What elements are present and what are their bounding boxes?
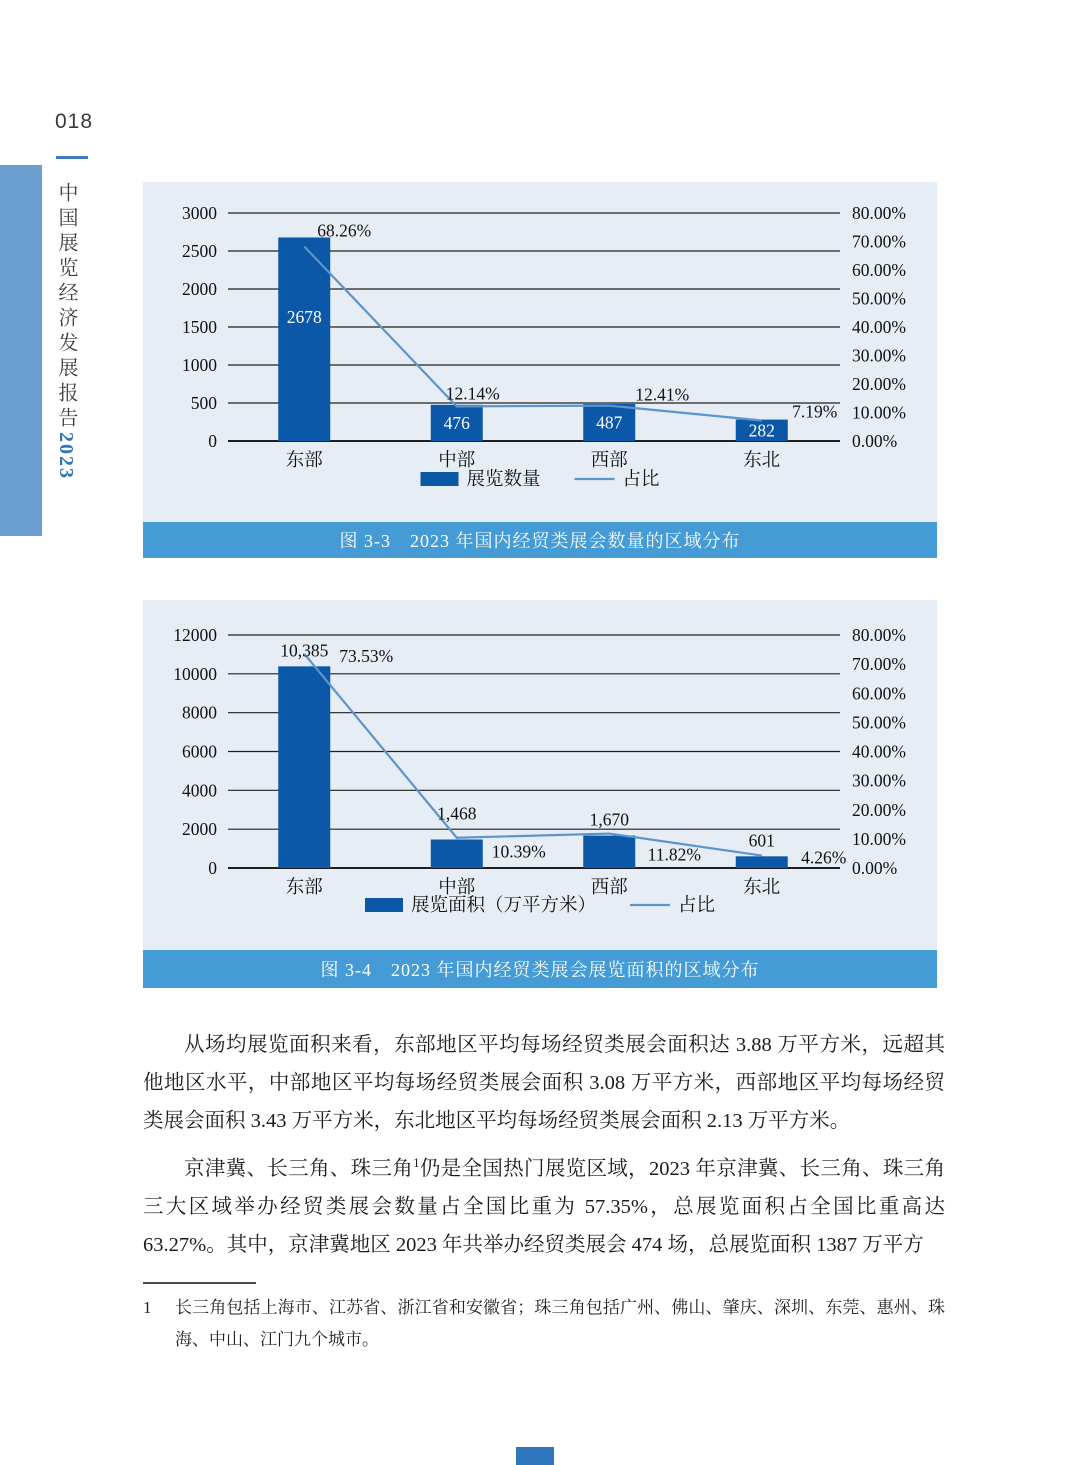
figure-3-4-caption: 图 3-4 2023 年国内经贸类展会展览面积的区域分布 <box>143 950 937 988</box>
side-vertical-title <box>52 182 81 542</box>
footnote-rule <box>143 1282 256 1284</box>
bar-东部 <box>278 237 330 441</box>
exhibition-area-chart <box>143 600 937 950</box>
share-value-label: 68.26% <box>317 220 372 241</box>
legend-bar-label: 展览面积（万平方米） <box>411 896 597 916</box>
left-axis-tick-label: 3000 <box>182 203 217 223</box>
left-axis-tick-label: 12000 <box>173 625 217 645</box>
share-line <box>304 246 762 420</box>
figure-3-3-chart-panel <box>143 182 937 522</box>
left-axis-tick-label: 0 <box>208 431 217 451</box>
legend-bar-label: 展览数量 <box>466 470 541 490</box>
footnote-reference: 1 <box>413 1155 420 1170</box>
category-label: 东北 <box>743 878 781 898</box>
legend-bar-swatch <box>421 472 459 486</box>
share-value-label: 12.14% <box>445 383 500 404</box>
bar-value-label: 2678 <box>286 307 322 328</box>
category-label: 西部 <box>590 451 628 471</box>
share-value-label: 11.82% <box>647 844 701 865</box>
category-label: 中部 <box>438 878 476 898</box>
legend-line-label: 占比 <box>678 896 716 916</box>
left-axis-tick-label: 1500 <box>182 317 217 337</box>
bar-value-label: 10,385 <box>280 640 329 661</box>
right-axis-tick-label: 70.00% <box>852 231 906 252</box>
bar-value-label: 476 <box>443 412 470 433</box>
right-axis-tick-label: 50.00% <box>852 288 906 309</box>
bar-东部 <box>278 666 330 868</box>
page-bottom-ornament <box>516 1447 554 1465</box>
right-axis-tick-label: 30.00% <box>852 770 906 791</box>
legend-bar-swatch <box>365 898 403 912</box>
left-axis-tick-label: 4000 <box>182 780 217 801</box>
right-axis-tick-label: 60.00% <box>852 683 906 704</box>
figure-3-4 <box>143 600 937 988</box>
category-label: 东北 <box>743 451 781 471</box>
share-value-label: 7.19% <box>792 401 838 422</box>
left-axis-tick-label: 6000 <box>182 741 217 762</box>
bar-value-label: 1,468 <box>437 803 477 824</box>
share-line <box>304 654 762 856</box>
figure-3-3 <box>143 182 937 558</box>
left-axis-tick-label: 2000 <box>182 819 217 840</box>
right-axis-tick-label: 70.00% <box>852 654 906 675</box>
bar-value-label: 601 <box>748 830 775 851</box>
category-label: 东部 <box>285 451 323 471</box>
share-value-label: 10.39% <box>491 841 546 862</box>
right-axis-tick-label: 10.00% <box>852 828 906 849</box>
right-axis-tick-label: 20.00% <box>852 799 906 820</box>
right-axis-tick-label: 30.00% <box>852 345 906 366</box>
exhibition-count-chart <box>143 182 937 522</box>
right-axis-tick-label: 50.00% <box>852 712 906 733</box>
paragraph-avg-area: 从场均展览面积来看，东部地区平均每场经贸类展会面积达 3.88 万平方米，远超其他地区水平，中部地区平均每场经贸类展会面积 3.08 万平方米，西部地区平均每场经贸类展会面积 3.43 万平方米，东北地区平均每场经贸类展会面积 2.13 万平方米。 <box>143 1034 945 1132</box>
right-axis-tick-label: 20.00% <box>852 374 906 394</box>
bar-西部 <box>583 836 635 868</box>
left-axis-tick-label: 10000 <box>173 663 217 684</box>
right-axis-tick-label: 80.00% <box>852 203 906 223</box>
bar-value-label: 487 <box>596 412 623 433</box>
share-value-label: 4.26% <box>801 847 847 868</box>
paragraph-regions-post: 仍是全国热门展览区域，2023 年京津冀、长三角、珠三角三大区域举办经贸类展会数量占全国比重为 57.35%，总展览面积占全国比重高达 63.27%。其中，京津冀地区 2023 年共举办经贸类展会 474 场，总展览面积 1387 万平方 <box>143 1157 946 1256</box>
left-axis-tick-label: 8000 <box>182 702 217 723</box>
figure-3-4-chart-panel <box>143 600 937 950</box>
bar-value-label: 282 <box>748 420 775 441</box>
share-value-label: 73.53% <box>339 645 394 666</box>
left-axis-tick-label: 2500 <box>182 241 217 261</box>
paragraph-regions-pre: 京津冀、长三角、珠三角 <box>184 1157 414 1180</box>
page-number: 018 <box>55 110 94 133</box>
category-label: 西部 <box>590 878 628 898</box>
share-value-label: 12.41% <box>635 384 690 405</box>
left-axis-tick-label: 500 <box>190 393 217 413</box>
bar-东北 <box>736 856 788 868</box>
category-label: 中部 <box>438 451 476 471</box>
right-axis-tick-label: 40.00% <box>852 317 906 337</box>
left-axis-tick-label: 1000 <box>182 355 217 375</box>
body-text <box>143 1026 945 1268</box>
bar-value-label: 1,670 <box>589 809 629 830</box>
figure-3-3-caption: 图 3-3 2023 年国内经贸类展会数量的区域分布 <box>143 522 937 558</box>
bar-中部 <box>431 839 483 868</box>
left-axis-tick-label: 0 <box>208 858 217 878</box>
sidebar-accent-bar <box>0 165 42 536</box>
right-axis-tick-label: 0.00% <box>852 858 898 878</box>
right-axis-tick-label: 10.00% <box>852 402 906 423</box>
side-title-text: 中国展览经济发展报告 <box>55 182 77 432</box>
footnote-text: 长三角包括上海市、江苏省、浙江省和安徽省；珠三角包括广州、佛山、肇庆、深圳、东莞、惠州、珠海、中山、江门九个城市。 <box>175 1298 945 1349</box>
right-axis-tick-label: 80.00% <box>852 625 906 645</box>
right-axis-tick-label: 40.00% <box>852 741 906 762</box>
footnote <box>143 1292 945 1356</box>
footnote-marker: 1 <box>143 1298 152 1317</box>
page-number-rule <box>56 156 88 159</box>
legend-line-label: 占比 <box>622 470 660 490</box>
left-axis-tick-label: 2000 <box>182 279 217 299</box>
right-axis-tick-label: 0.00% <box>852 431 898 451</box>
side-title-year: 2023 <box>55 432 77 480</box>
category-label: 东部 <box>285 878 323 898</box>
right-axis-tick-label: 60.00% <box>852 260 906 280</box>
paragraph-regions <box>143 1144 945 1264</box>
